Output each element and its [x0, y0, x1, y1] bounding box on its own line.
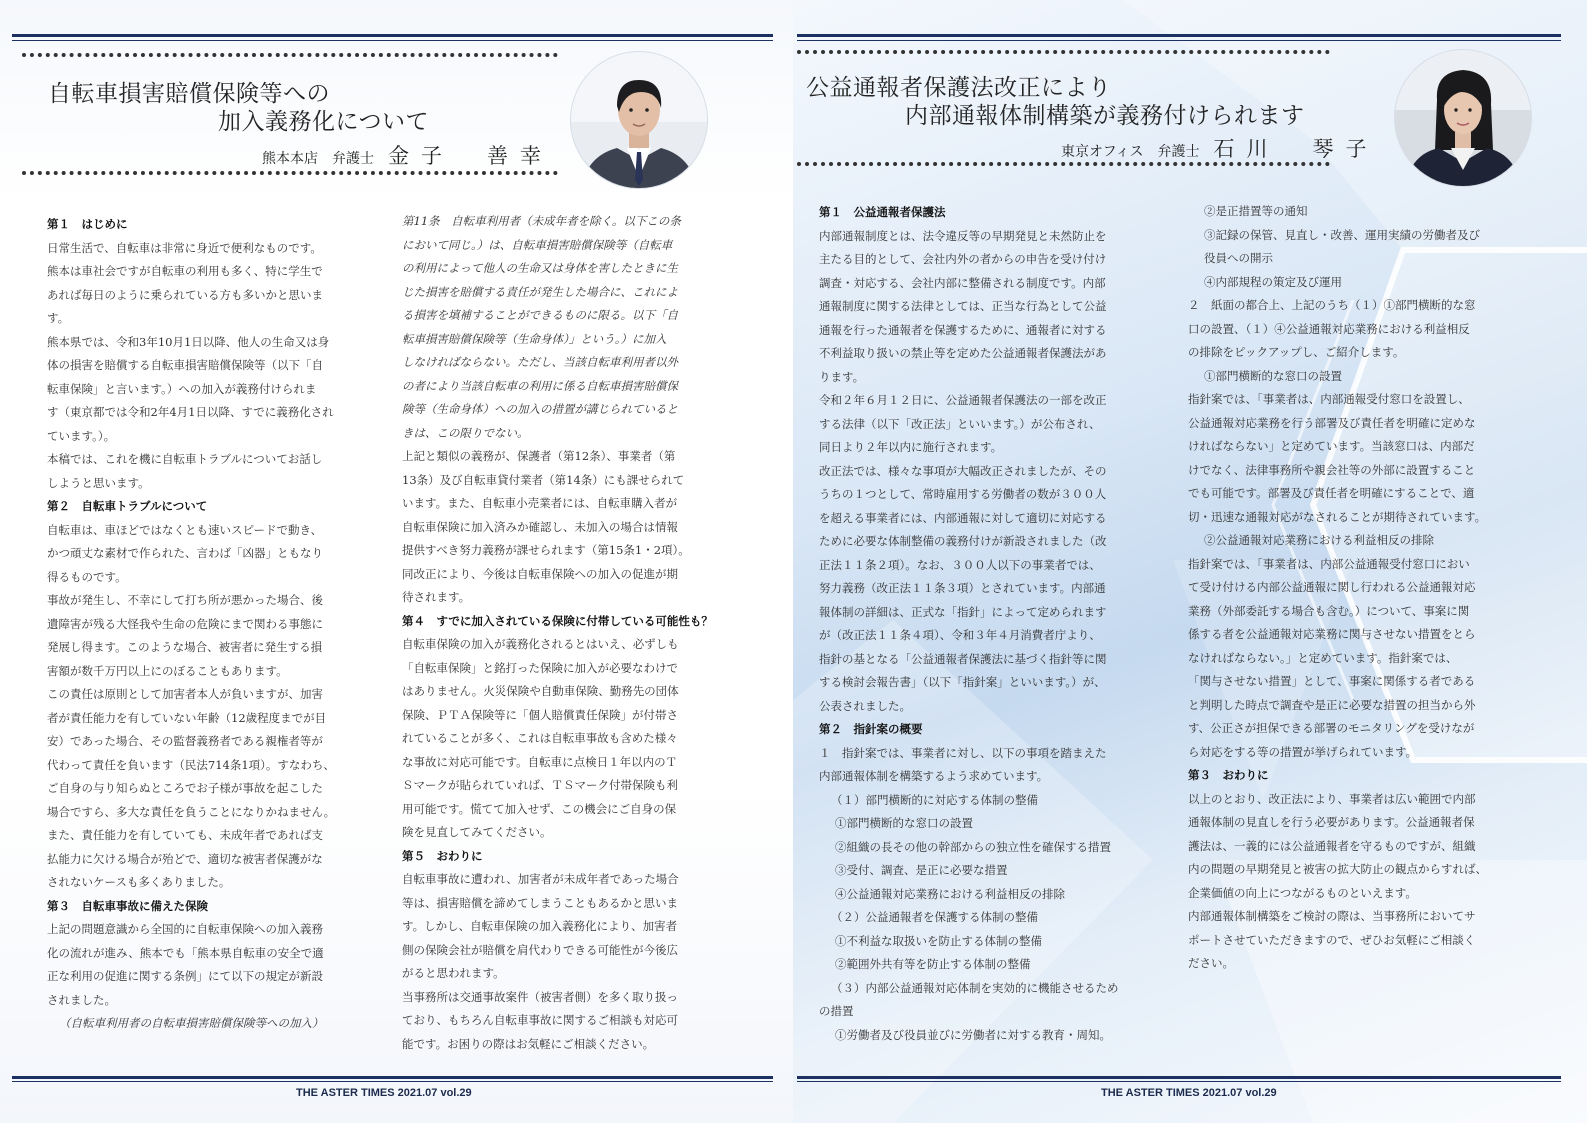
body-line: ために必要な体制整備の義務付けが新設されました（改 [819, 534, 1107, 548]
body-line: 護法は、一義的には公益通報者を守るものですが、組織 [1188, 838, 1476, 853]
body-line: 自転車は、車ほどではなくとも速いスピードで動き、 [47, 522, 323, 537]
section-heading: 第１ はじめに [47, 217, 128, 231]
body-line: て受け付ける内部公益通報に関し行われる公益通報対応 [1188, 580, 1476, 594]
body-line: 化の流れが進み、熊本でも「熊本県自転車の安全で適 [47, 945, 324, 960]
body-line: 上記と類似の義務が、保護者（第12条）、事業者（第 [402, 449, 676, 463]
body-line: 通報を行った通報者を保護するために、通報者に対する [819, 322, 1107, 337]
body-line: 転車保険」と言います。）への加入が義務付けられま [47, 381, 317, 396]
section-heading: 第２ 指針案の概要 [819, 722, 923, 736]
body-line: れていることが多く、これは自転車事故も含めた様々 [402, 731, 678, 745]
right-column-1 [819, 201, 1119, 1047]
body-line: されました。 [47, 992, 116, 1007]
bottom-rule [12, 1076, 773, 1082]
body-line: 以上のとおり、改正法により、事業者は広い範囲で内部 [1188, 791, 1476, 806]
body-line: の排除をピックアップし、ご紹介します。 [1188, 345, 1405, 359]
body-line: 正な利用の促進に関する条例」にて以下の規定が新設 [47, 969, 323, 983]
body-line: 事故が発生し、不幸にして打ち所が悪かった場合、後 [47, 593, 323, 607]
title-dotted-rule-top [22, 53, 558, 57]
body-line: 体の損害を賠償する自転車損害賠償保険等（以下「自 [47, 358, 323, 372]
author-photo [1395, 50, 1531, 186]
section-heading: 第４ すでに加入されている保険に付帯している可能性も？ [402, 613, 713, 628]
left-page [0, 0, 793, 1123]
body-line: （自転車利用者の自転車損害賠償保険等への加入） [59, 1016, 324, 1030]
body-line: 業務（外部委託する場合も含む。）について、事案に関 [1188, 603, 1470, 618]
body-line: が（改正法１１条４項）、令和３年４月消費者庁より、 [819, 628, 1101, 642]
body-line: 努力義務（改正法１１条３項）とされています。内部通 [819, 581, 1106, 595]
body-line: ご自身の与り知らぬところでお子様が事故を起こした [47, 781, 323, 795]
body-line: 払能力に欠ける場合が殆どで、適切な被害者保護がな [47, 851, 323, 866]
body-line: 保険、ＰＴＡ保険等に「個人賠償責任保険」が付帯さ [402, 707, 678, 722]
body-line: 同改正により、今後は自転車保険への加入の促進が期 [402, 566, 678, 581]
body-line: 報体制の詳細は、正式な「指針」によって定められます [819, 604, 1107, 619]
body-line: 得るものです。 [47, 569, 127, 584]
author-office: 東京オフィス [1061, 144, 1144, 160]
body-line: 用可能です。慌てて加入せず、この機会にご自身の保 [402, 801, 677, 816]
body-line: す。 [47, 311, 70, 325]
portrait-man-icon [571, 52, 707, 188]
section-heading: 第１ 公益通報者保護法 [819, 205, 946, 219]
body-line: 不利益取り扱いの禁止等を定めた公益通報者保護法があ [819, 346, 1107, 360]
body-line: がると思われます。 [402, 966, 505, 980]
body-line: 「関与させない措置」として、事案に関係する者である [1188, 674, 1476, 688]
body-line: はありません。火災保険や自動車保険、勤務先の団体 [402, 684, 679, 698]
body-line: 内部通報制度とは、法令違反等の早期発見と未然防止を [819, 228, 1107, 243]
body-line: でも可能です。部署及び責任者を明確にすることで、適 [1188, 486, 1475, 500]
body-line: の利用によって他人の生命又は身体を害したときに生 [402, 261, 678, 275]
body-line: また、責任能力を有していても、未成年者であれば支 [47, 828, 323, 842]
body-line: 内部通報体制構築をご検討の際は、当事務所においてサ [1188, 909, 1476, 923]
body-line: る損害を填補することができるものに限る。以下「自 [402, 308, 678, 322]
article-title-line-1: 公益通報者保護法改正により [806, 75, 1112, 101]
body-line: ①部門横断的な窓口の設置 [835, 816, 973, 830]
article-title-line-2: 加入義務化について [218, 109, 430, 135]
body-line: 「自転車保険」と銘打った保険に加入が必要なわけで [402, 660, 678, 675]
body-line: あれば毎日のように乗られている方も多いかと思いま [47, 287, 323, 302]
body-line: 内部通報体制を構築するよう求めています。 [819, 769, 1049, 783]
body-line: ②範囲外共有等を防止する体制の整備 [835, 957, 1031, 971]
body-line: す。しかし、自転車保険の加入義務化により、加害者 [402, 919, 678, 933]
body-line: 本稿では、これを機に自転車トラブルについてお話し [47, 452, 323, 466]
body-line: 熊本は車社会ですが自転車の利用も多く、特に学生で [47, 264, 323, 278]
author-name: 石川 琴子 [1213, 137, 1379, 161]
body-line: 通報体制の見直しを行う必要があります。公益通報者保 [1188, 815, 1475, 829]
body-line: と判明した時点で調査や是正に必要な措置の担当から外 [1188, 697, 1476, 712]
body-line: ています。）。 [47, 428, 116, 443]
top-rule [797, 34, 1561, 41]
body-line: 能です。お困りの際はお気軽にご相談ください。 [402, 1036, 655, 1051]
body-line: ①部門横断的な窓口の設置 [1204, 368, 1342, 383]
body-line: 公益通報対応業務を行う部署及び責任者を明確に定めな [1188, 415, 1476, 430]
body-line: ①労働者及び役員並びに労働者に対する教育・周知。 [835, 1027, 1111, 1042]
body-line: 口の設置、（１）④公益通報対応業務における利益相反 [1188, 321, 1470, 336]
body-line: す、公正さが担保できる部署のモニタリングを受けなが [1188, 721, 1475, 735]
body-line: １ 指針案では、事業者に対し、以下の事項を踏まえた [819, 745, 1107, 760]
author-role: 弁護士 [332, 151, 374, 167]
body-line: 安）であった場合、その監督義務者である親権者等が [47, 734, 323, 748]
body-line: ③受付、調査、是正に必要な措置 [835, 863, 1008, 877]
body-line: 第11条 自転車利用者（未成年者を除く。以下この条 [402, 214, 681, 228]
body-line: する法律（以下「改正法」といいます。）が公布され、 [819, 416, 1101, 431]
body-line: ②公益通報対応業務における利益相反の排除 [1204, 533, 1434, 547]
body-line: の措置 [819, 1004, 854, 1018]
body-line: 遺障害が残る大怪我や生命の危険にまで関わる事態に [47, 616, 323, 631]
left-column-1 [47, 213, 335, 1036]
body-line: 13条）及び自転車貸付業者（第14条）にも課せられて [402, 472, 685, 487]
body-line: けでなく、法律事務所や親会社等の外部に設置すること [1188, 462, 1476, 477]
body-line: 上記の問題意識から全国的に自転車保険への加入義務 [47, 922, 323, 936]
body-line: 待されます。 [402, 590, 471, 604]
body-line: 側の保険会社が賠償を肩代わりできる可能性が今後広 [402, 942, 678, 957]
body-line: ②是正措置等の通知 [1204, 204, 1308, 218]
author-office: 熊本本店 [262, 151, 318, 167]
right-page [793, 0, 1587, 1123]
body-line: 正法１１条２項）。なお、３００人以下の事業者では、 [819, 557, 1101, 572]
body-line: する検討会報告書」（以下「指針案」といいます。）が、 [819, 675, 1106, 689]
body-line: しなければならない。ただし、当該自転車利用者以外 [402, 355, 678, 369]
body-line: きは、この限りでない。 [402, 425, 529, 440]
body-line: 自転車保険に加入済みか確認し、未加入の場合は情報 [402, 519, 678, 534]
body-line: 場合ですら、多大な責任を負うことになりかねません。 [47, 804, 336, 819]
body-line: Ｓマークが貼られていれば、ＴＳマーク付帯保険も利 [402, 778, 678, 792]
author-photo [571, 52, 707, 188]
body-line: うちの１つとして、常時雇用する労働者の数が３００人 [819, 487, 1107, 501]
author-role: 弁護士 [1157, 144, 1200, 160]
body-line: ります。 [819, 369, 865, 384]
body-line: す（東京都では令和2年4月1日以降、すでに義務化され [47, 405, 334, 419]
portrait-woman-icon [1395, 50, 1531, 186]
body-line: （２）公益通報者を保護する体制の整備 [831, 910, 1038, 924]
author-byline [262, 140, 553, 170]
body-line: において同じ。）は、自転車損害賠償保険等（自転車 [402, 237, 673, 252]
body-line: 険等（生命身体）への加入の措置が講じられていると [402, 402, 678, 416]
top-rule [12, 34, 773, 41]
body-line: 通報制度に関する法律としては、正当な行為として公益 [819, 299, 1107, 313]
body-line: 同日より２年以内に施行されます。 [819, 440, 1003, 454]
author-byline [1061, 133, 1378, 163]
body-line: 提供すべき努力義務が課せられます（第15条1・2項）。 [402, 543, 690, 557]
article-title-line-1: 自転車損害賠償保険等への [48, 81, 330, 107]
footer: THE ASTER TIMES 2021.07 vol.29 [296, 1087, 472, 1099]
body-line: 主たる目的として、会社内外の者からの申告を受け付け [819, 252, 1107, 266]
body-line: ければならない」と定めています。当該窓口は、内部だ [1188, 439, 1475, 453]
bottom-rule [797, 1076, 1561, 1082]
body-line: 指針案では、「事業者は、内部公益通報受付窓口におい [1188, 556, 1470, 571]
body-line: 代わって責任を負います（民法714条1項）。すなわち、 [47, 757, 335, 772]
body-line: 役員への開示 [1204, 251, 1273, 265]
body-line: 熊本県では、令和3年10月1日以降、他人の生命又は身 [47, 334, 330, 349]
body-line: しようと思います。 [47, 475, 150, 490]
body-line: 発展し得ます。このような場合、被害者に発生する損 [47, 640, 323, 654]
title-dotted-rule-top [797, 50, 1330, 54]
body-line: 公表されました。 [819, 698, 911, 713]
section-heading: 第５ おわりに [402, 848, 483, 863]
left-column-2 [402, 210, 713, 1056]
body-line: ２ 紙面の都合上、上記のうち（１）①部門横断的な窓 [1188, 298, 1476, 312]
body-line: ら対応をする等の措置が挙げられています。 [1188, 744, 1418, 759]
body-line: 険を見直してみてください。 [402, 825, 552, 839]
body-line: 調査・対応する、会社内部に整備される制度です。内部 [819, 275, 1106, 290]
body-line: の者により当該自転車の利用に係る自転車損害賠償保 [402, 378, 678, 393]
body-line: 指針案では、「事業者は、内部通報受付窓口を設置し、 [1188, 392, 1470, 406]
body-line: 自転車事故に遭われ、加害者が未成年者であった場合 [402, 872, 679, 886]
body-line: ポートさせていただきますので、ぜひお気軽にご相談く [1188, 932, 1476, 947]
body-line: 転車損害賠償保険等（生命身体）」という。）に加入 [402, 331, 667, 346]
body-line: （１）部門横断的に対応する体制の整備 [831, 792, 1038, 807]
body-line: を超える事業者には、内部通報に対して適切に対応する [819, 510, 1107, 525]
body-line: ださい。 [1188, 956, 1234, 970]
body-line: ④内部規程の策定及び運用 [1204, 274, 1342, 289]
body-line: 指針の基となる「公益通報者保護法に基づく指針等に関 [819, 651, 1107, 666]
body-line: 令和２年６月１２日に、公益通報者保護法の一部を改正 [819, 393, 1107, 407]
body-line: 当事務所は交通事故案件（被害者側）を多く取り扱っ [402, 989, 678, 1004]
body-line: 自転車保険の加入が義務化されるとはいえ、必ずしも [402, 637, 679, 651]
body-line: なければならない。」と定めています。指針案では、 [1188, 650, 1458, 665]
footer: THE ASTER TIMES 2021.07 vol.29 [1101, 1087, 1277, 1099]
body-line: います。また、自転車小売業者には、自転車購入者が [402, 496, 678, 510]
body-line: ③記録の保管、見直し・改善、運用実績の労働者及び [1204, 227, 1480, 242]
body-line: ④公益通報対応業務における利益相反の排除 [835, 886, 1065, 901]
body-line: 内の問題の早期発見と被害の拡大防止の観点からすれば、 [1188, 862, 1487, 876]
body-line: 者が責任能力を有していない年齢（12歳程度までが目 [47, 710, 327, 725]
body-line: 日常生活で、自転車は非常に身近で便利なものです。 [47, 240, 322, 255]
right-column-2 [1188, 200, 1487, 976]
title-dotted-rule-bottom [22, 171, 558, 175]
body-line: 企業価値の向上につながるものといえます。 [1188, 885, 1417, 900]
author-name: 金子 善幸 [388, 144, 553, 168]
body-line: 切・迅速な通報対応がなされることが期待されています。 [1188, 509, 1487, 524]
body-line: この責任は原則として加害者本人が負いますが、加害 [47, 687, 323, 701]
body-line: 係する者を公益通報対応業務に関与させない措置をとら [1188, 627, 1476, 641]
body-line: な事故に対応可能です。自転車に点検日１年以内のＴ [402, 754, 678, 769]
article-title-line-2: 内部通報体制構築が義務付けられます [905, 103, 1305, 129]
section-heading: 第３ 自転車事故に備えた保険 [47, 898, 208, 913]
body-line: かつ頑丈な素材で作られた、言わば「凶器」ともなり [47, 546, 323, 560]
body-line: ①不利益な取扱いを防止する体制の整備 [835, 933, 1042, 948]
title-dotted-rule-bottom [797, 162, 1330, 166]
section-heading: 第３ おわりに [1188, 768, 1269, 782]
body-line: されないケースも多くありました。 [47, 875, 231, 889]
body-line: ており、もちろん自転車事故に関するご相談も対応可 [402, 1013, 678, 1027]
body-line: ②組織の長その他の幹部からの独立性を確保する措置 [835, 839, 1111, 854]
body-line: 害額が数千万円以上にのぼることもあります。 [47, 663, 288, 678]
body-line: 改正法では、様々な事項が大幅改正されましたが、その [819, 463, 1107, 478]
body-line: 等は、損害賠償を諦めてしまうこともあるかと思いま [402, 895, 678, 910]
section-heading: 第２ 自転車トラブルについて [47, 499, 208, 513]
body-line: じた損害を賠償する責任が発生した場合に、これによ [402, 284, 678, 299]
body-line: （３）内部公益通報対応体制を実効的に機能させるため [831, 980, 1119, 995]
